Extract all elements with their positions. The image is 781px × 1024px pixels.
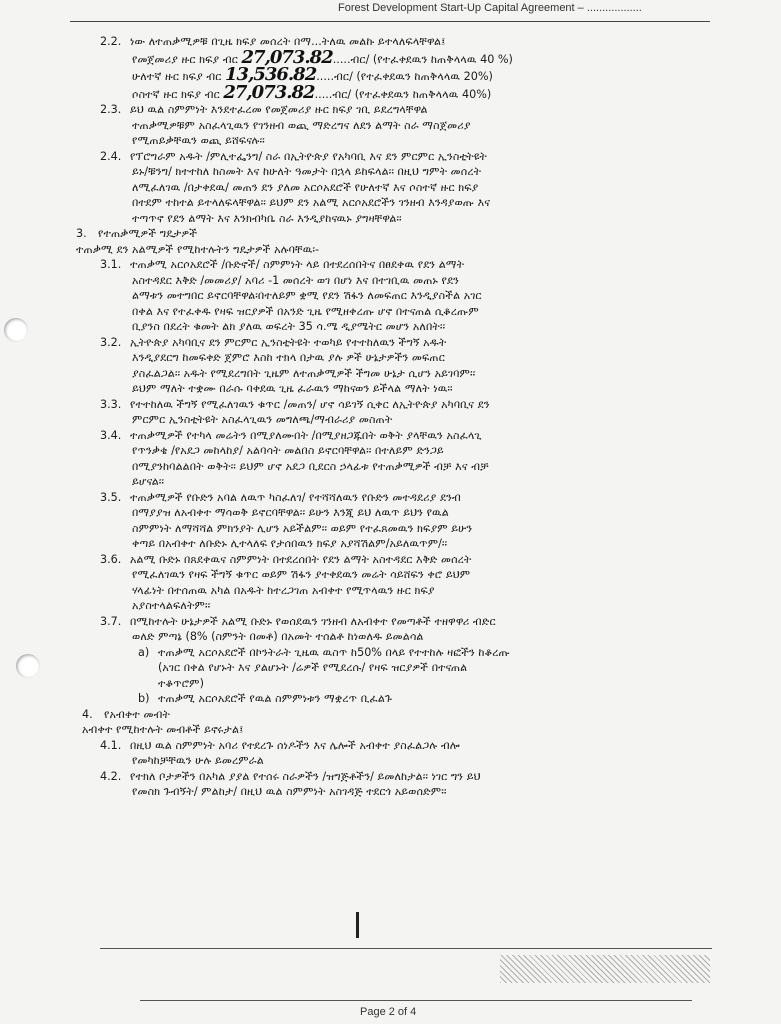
paragraph-line: ያስፈልጋል፡፡ አዱት የሚደረግበት ጊዜም ለተጠቃሚዎች ችግመ ሁኔታ ሲሆን አይገባም፡፡	[132, 366, 476, 380]
page-number: Page 2 of 4	[360, 1006, 417, 1018]
document-body	[76, 34, 716, 800]
paragraph-line: (አገር በቀል የሆኑት እና ያልሆኑት /ሬዎች የሚደረሱ/ የዛፍ ዝርያዎች በተናጠል	[158, 661, 468, 674]
payment-percent-first: .....ብር/ (የተፈቀደዉን ከጠቅላላዉ 40 %)	[332, 52, 513, 66]
section-2-3	[76, 102, 716, 149]
section-number: 3.7.	[100, 614, 122, 628]
section-number: 2.4.	[100, 149, 122, 163]
paragraph-line: በሚከተሉት ሁኔታዎች አልሚ ቡድኑ የወሰደዉን ገንዘብ ለአብቀተ የመጣቶች ተዘዋዋሪ ብድር	[130, 614, 496, 628]
paragraph-line: ይህም ማለት ተቋሙ በራሱ ባቀደዉ ጊዜ ፈራዉን ማከናወን ይችላል ማለት ነዉ፡፡	[132, 382, 453, 395]
header-title: Forest Development Start-Up Capital Agreement –	[338, 2, 584, 14]
paragraph-line: ነው ለተጠቃሚዎቹ በጊዜ ክፍያ መሰረት በማ...ትለዉ መልኩ ይተላለፍላቸዋል፤	[130, 35, 446, 48]
section-3	[76, 226, 716, 257]
section-number: 4.1.	[100, 738, 122, 752]
paragraph-line: በቀል እና የተፈቀዱ የዛፍ ዝርያዎች በአንድ ጊዜ የሚዘቀረጡ ሆኖ በተናጠል ሲቆረጡም	[132, 304, 479, 318]
list-item-label: a)	[138, 645, 150, 659]
paragraph-line: ተጠቃሚዎች የቡድን አባል ለዉጥ ካስፈለገ/ የተሻሻለዉን የቡድን መተዳደሪያ ደንብ	[130, 490, 461, 504]
paragraph-line: ወለድ ምጣኔ (8% (ስምንት በመቶ) በአመት ተሰልቶ ከነወለዱ ይመልሳል	[132, 630, 424, 643]
punch-hole-bottom	[16, 654, 40, 678]
scan-smudge	[500, 955, 710, 983]
paragraph-line: ተጠቃሚ አርሶአደሮች /ቡድኖች/ ስምምነት ላይ በተደረሰበትና በፀደቀዉ የደን ልማት	[130, 258, 465, 271]
paragraph-line: የተተከለዉ ችግኝ የሚፈለገዉን ቁጥር /መጠን/ ሆኖ ሳይገኝ ሲቀር ለኢትዮጵያ አካባቢና ደን	[130, 397, 490, 411]
payment-label-second: ሁለተኛ ዙር ክፍያ ብር	[132, 70, 222, 83]
paragraph-line: ኢትዮጵያ አካባቢና ደን ምርምር ኢንስቲትዩት ተወካይ የተተከለዉን ችግኝ አዱት	[130, 335, 447, 349]
footer-rule-top	[100, 948, 712, 949]
footer-rule-bottom	[140, 1000, 692, 1001]
section-number: 4.2.	[100, 769, 122, 783]
paragraph-line: ይኑ/ቹንግ/ ክተተከለ ከስመት እና ከሁለት ዓመታት በኋላ ይከፍላል፡፡ በዚህ ግምት መሰረት	[132, 165, 482, 178]
section-3-6	[76, 552, 716, 614]
paragraph-line: ምርምር ኢንስቲትዩት አስፈላጊዉን መግለጫ/ማብራሪያ መስጠት	[132, 413, 393, 426]
paragraph-line: ሃላፊነት በተሰጠዉ አካል በአዱት ከተረጋገጠ አብቀተ የሚጥላዉን ዙር ክፍያ	[132, 583, 435, 597]
paragraph-line: እንዲያደርግ ከመፍቀድ ጀምሮ እስከ ተክላ በታዉ ያሉ ዎች ሁኔታዎችን መፍጠር	[132, 351, 445, 364]
section-3-2	[76, 335, 716, 397]
section-3-5	[76, 490, 716, 552]
paragraph-line: አልሚ ቡድኑ በጸደቀዉና ስምምነት በተደረሰበት የደን ልማት አስተዳደር እቅድ መሰረት	[130, 552, 472, 566]
section-heading: የተጠቃሚዎች ግዴታዎች	[98, 227, 198, 240]
paragraph-line: ቢያንስ በደረት ቁመት ልክ ያለዉ ወፍረት 35 ሳ.ሜ ዲያሜትር መሆን አለበት፡፡	[132, 320, 446, 333]
paragraph-line: ተጠቃሚ አርሶአደሮች በኮንትራት ጊዜዉ ዉስጥ ከ50% በላይ የተተከሉ ዛፎችን ከቆረጡ	[158, 645, 510, 659]
section-number: 3.	[76, 227, 87, 240]
section-2-2	[76, 34, 716, 102]
section-3-3	[76, 397, 716, 428]
section-number: 3.2.	[100, 335, 122, 349]
payment-percent-second: .....ብር/ (የተፈቀደዉን ከጠቅላላዉ 20%)	[316, 70, 493, 83]
payment-label-first: የመጀመሪያ ዙር ክፍያ ብር	[132, 52, 238, 66]
section-number: 2.2.	[100, 35, 122, 48]
handwritten-amount-third: 27,073.82	[223, 84, 315, 102]
paragraph-line: በሚያንከባልልበት ወቅት፡፡ ይህም ሆኖ አደጋ ቢደርስ ኃላፊቱ የተጠቃሚዎች ብቻ እና ብቻ	[132, 459, 489, 473]
paragraph-line: ተጠቃሚ አርሶአደሮች የዉል ስምምነቱን ማቋረጥ ቢፈልጉ	[158, 692, 393, 705]
paragraph-line: ልማቱን መተግበር ይኖርባቸዋል፡በተለይም ቋሚ የደን ሽፋን ለመፍጠር እንዲያስችል አገር	[132, 289, 482, 302]
header-rule	[70, 21, 710, 22]
section-2-4	[76, 149, 716, 227]
paragraph-line: ቀጣይ በአብቀተ ለቡድኑ ሊተላለፍ የታሰበዉን ክፍያ አያሻሽልም/አይለዉጥም/፡፡	[132, 537, 448, 550]
paragraph-line: ተጠቃሚዎች የተካላ መሬትን በሚያለሙበት /በሚያዘጋጁበት ወቅት ያላቸዉን አስፈላጊ	[130, 428, 482, 442]
section-3-7	[76, 614, 716, 707]
paragraph-line: ተቆጥሮም)	[158, 676, 204, 690]
paragraph-line: የመካከቻቸዉን ሁሉ ይመረምራል	[132, 754, 264, 767]
paragraph-line: ይሆናል፡፡	[132, 475, 165, 488]
paragraph-line: የተክለ ቦታዎችን በአካል ያያል የተሰሩ ስራዎችን /ዝግጅቶችን/ ይመለከታል፡፡ ነገር ግን ይህ	[130, 769, 481, 783]
handwritten-amount-first: 27,073.82	[241, 49, 333, 67]
paragraph-line: ስምምነት ለማሻሻል ምክንያት ሊሆን አይችልም፡፡ ወይም የተፈጸመዉን ክፍያም ይሁን	[132, 521, 473, 535]
paragraph-line: የመስክ ጉብኝት/ ምልከታ/ በዚህ ዉል ስምምነት አስገዳጅ ተደርጎ አይወሰድም፡፡	[132, 785, 447, 798]
pen-mark	[356, 912, 359, 938]
document-header: Forest Development Start-Up Capital Agreement – ..................	[338, 2, 642, 14]
paragraph-line: አስተዳደር እቅድ /መመሪያ/ አባሪ -1 መሰረት ወገ በሆነ እና በተገቢዉ መጠኑ የደን	[132, 273, 459, 287]
paragraph-line: የፕሮግራም አዱት /ምሊተፌንግ/ ስራ በኢትዮጵያ የአካባቢ እና ደን ምርምር ኢንስቲትዩት	[130, 149, 487, 163]
section-intro: ተጠቃሚ ደን አልሚዎች የሚከተሉትን ግዴታዎች አሉባቸዉ፡-	[76, 242, 320, 256]
paragraph-line: በዚህ ዉል ስምምነት አባሪ የተደረጉ ሰነዶችን እና ሌሎች አብቀተ ያስፈልጋሉ ብሎ	[130, 738, 460, 752]
handwritten-amount-second: 13,536.82	[225, 67, 317, 85]
paragraph-line: ይህ ዉል ስምምነት እንደተፈረመ የመጀመሪያ ዙር ክፍያ ገቢ ይደረግላቸዋል	[130, 103, 428, 116]
section-number: 3.3.	[100, 397, 122, 411]
paragraph-line: በተደም ተከተል ይተላለፍላቸዋል፡፡ ይህም ደን አልሚ አርሶአደሮችን ገንዘብ እንዳያወጡ እና	[132, 196, 491, 209]
section-number: 3.1.	[100, 258, 122, 271]
paragraph-line: የሚፈለገዉን የዛፍ ችግኝ ቁጥር ወይም ሽፋን ያተቀደዉን መሬት ሳይሸፍን ቀሮ ይህም	[132, 568, 471, 581]
section-number: 3.4.	[100, 428, 122, 442]
payment-percent-third: .....ብር/ (የተፈቀደዉን ከጠቅላላዉ 40%)	[314, 87, 492, 101]
section-number: 3.6.	[100, 552, 122, 566]
payment-label-third: ሶስተኛ ዙር ክፍያ ብር	[132, 87, 220, 101]
paragraph-line: በማያያዝ ለአብቀተ ማሳወቅ ይኖርባቸዋል፡፡ ይሁን እንጂ ይህ ለዉጥ ይህን የዉል	[132, 506, 449, 519]
paragraph-line: ለሚፈለገዉ /በታቀደዉ/ መጠን ደን ያለመ አርሶአደሮች የሁለተኛ እና ሶስተኛ ዙር ክፍያ	[132, 180, 479, 194]
section-number: 2.3.	[100, 103, 122, 116]
section-4-1	[76, 738, 716, 769]
section-4-2	[76, 769, 716, 800]
section-3-1	[76, 257, 716, 335]
paragraph-line: አያስተላልፍለትም፡፡	[132, 599, 211, 612]
paragraph-line: ተጣጥኖ የደን ልማት እና እንክብካቤ ስራ እንዲያከናዉኑ ያግዛቸዋል፡፡	[132, 211, 402, 225]
section-4	[76, 707, 716, 738]
punch-hole-top	[4, 318, 28, 342]
section-heading: የአብቀተ መብት	[104, 707, 171, 721]
paragraph-line: የሚጠይቃቸዉን ወጪ ይሸፍናሉ፡፡	[132, 134, 265, 147]
paragraph-line: ተጠቃሚዎቹም አስፈላጊዉን የገንዘብ ወጪ ማድረግና ለደን ልማት ስራ ማስጀመሪያ	[132, 118, 471, 132]
list-item-label: b)	[138, 692, 150, 705]
section-number: 3.5.	[100, 490, 122, 504]
section-intro: አብቀተ የሚከተሉት መብቶች ይኖሩታል፤	[82, 723, 244, 736]
paragraph-line: የጥንቃቄ /የአደጋ መከላከያ/ አልባሳት መልበስ ይኖርባቸዋል፡፡ በተለይም ድንጋይ	[132, 444, 444, 457]
section-number: 4.	[82, 707, 93, 721]
section-3-4	[76, 428, 716, 490]
